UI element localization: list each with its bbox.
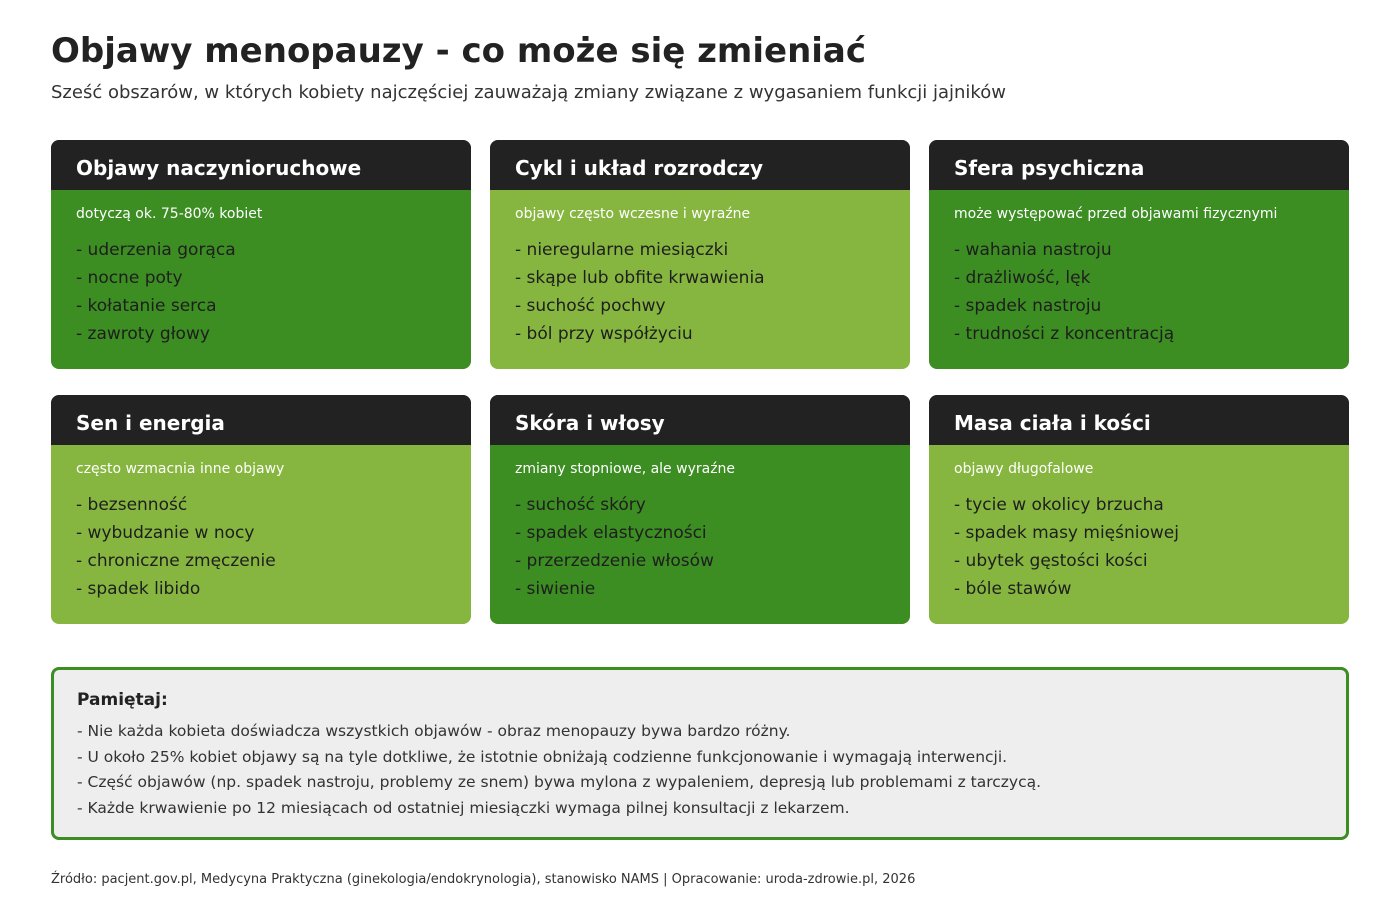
card-note: dotyczą ok. 75-80% kobiet	[76, 206, 263, 222]
remember-item: - U około 25% kobiet objawy są na tyle dotkliwe, że istotnie obniżają codzienne funkcjonowanie i wymagają interwencji.	[77, 747, 1008, 766]
card-psychological	[929, 140, 1349, 369]
symptom-item: - skąpe lub obfite krwawienia	[515, 268, 765, 288]
card-note: zmiany stopniowe, ale wyraźne	[515, 461, 736, 477]
card-skin-hair	[490, 395, 910, 624]
symptom-cards-grid	[51, 140, 1349, 624]
card-sleep-energy	[51, 395, 471, 624]
card-symptom-list	[954, 491, 1349, 603]
symptom-item: - zawroty głowy	[76, 324, 210, 344]
remember-list	[77, 719, 1346, 821]
remember-title: Pamiętaj:	[77, 690, 168, 710]
symptom-item: - suchość skóry	[515, 495, 646, 515]
card-title: Masa ciała i kości	[929, 395, 1349, 445]
card-title: Sen i energia	[51, 395, 471, 445]
page-subtitle: Sześć obszarów, w których kobiety najczęściej zauważają zmiany związane z wygasaniem funkcji jajników	[51, 82, 1006, 103]
symptom-item: - spadek masy mięśniowej	[954, 523, 1179, 543]
symptom-item: - bóle stawów	[954, 579, 1072, 599]
symptom-item: - uderzenia gorąca	[76, 240, 236, 260]
remember-item: - Każde krwawienie po 12 miesiącach od ostatniej miesiączki wymaga pilnej konsultacji z lekarzem.	[77, 798, 850, 817]
card-weight-bones	[929, 395, 1349, 624]
card-vasomotor	[51, 140, 471, 369]
page-title: Objawy menopauzy - co może się zmieniać	[51, 31, 867, 71]
card-note: objawy często wczesne i wyraźne	[515, 206, 751, 222]
symptom-item: - tycie w okolicy brzucha	[954, 495, 1164, 515]
card-symptom-list	[515, 491, 910, 603]
card-reproductive	[490, 140, 910, 369]
card-title: Objawy naczynioruchowe	[51, 140, 471, 190]
symptom-item: - przerzedzenie włosów	[515, 551, 714, 571]
remember-item: - Część objawów (np. spadek nastroju, problemy ze snem) bywa mylona z wypaleniem, depresją lub problemami z tarczycą.	[77, 773, 1042, 791]
symptom-item: - ubytek gęstości kości	[954, 551, 1148, 571]
symptom-item: - drażliwość, lęk	[954, 268, 1091, 288]
symptom-item: - spadek nastroju	[954, 296, 1102, 316]
symptom-item: - spadek libido	[76, 579, 201, 599]
card-symptom-list	[76, 491, 471, 603]
symptom-item: - kołatanie serca	[76, 296, 217, 316]
remember-item: - Nie każda kobieta doświadcza wszystkich objawów - obraz menopauzy bywa bardzo różny.	[77, 722, 791, 740]
symptom-item: - bezsenność	[76, 495, 188, 515]
card-title: Skóra i włosy	[490, 395, 910, 445]
card-note: objawy długofalowe	[954, 461, 1094, 477]
remember-panel	[51, 667, 1349, 840]
symptom-item: - nocne poty	[76, 268, 183, 288]
symptom-item: - ból przy współżyciu	[515, 324, 693, 344]
card-note: może występować przed objawami fizycznymi	[954, 206, 1278, 222]
card-symptom-list	[954, 236, 1349, 348]
card-title: Sfera psychiczna	[929, 140, 1349, 190]
card-symptom-list	[76, 236, 471, 348]
symptom-item: - wybudzanie w nocy	[76, 523, 255, 543]
symptom-item: - spadek elastyczności	[515, 523, 707, 543]
symptom-item: - wahania nastroju	[954, 240, 1112, 260]
card-symptom-list	[515, 236, 910, 348]
source-footer: Źródło: pacjent.gov.pl, Medycyna Praktyczna (ginekologia/endokrynologia), stanowisko NAMS | Opracowanie: uroda-zdrowie.pl, 2026	[51, 872, 916, 887]
symptom-item: - nieregularne miesiączki	[515, 240, 729, 260]
card-note: często wzmacnia inne objawy	[76, 461, 285, 477]
symptom-item: - chroniczne zmęczenie	[76, 551, 276, 571]
symptom-item: - suchość pochwy	[515, 296, 666, 316]
symptom-item: - siwienie	[515, 579, 596, 599]
symptom-item: - trudności z koncentracją	[954, 324, 1175, 344]
card-title: Cykl i układ rozrodczy	[490, 140, 910, 190]
